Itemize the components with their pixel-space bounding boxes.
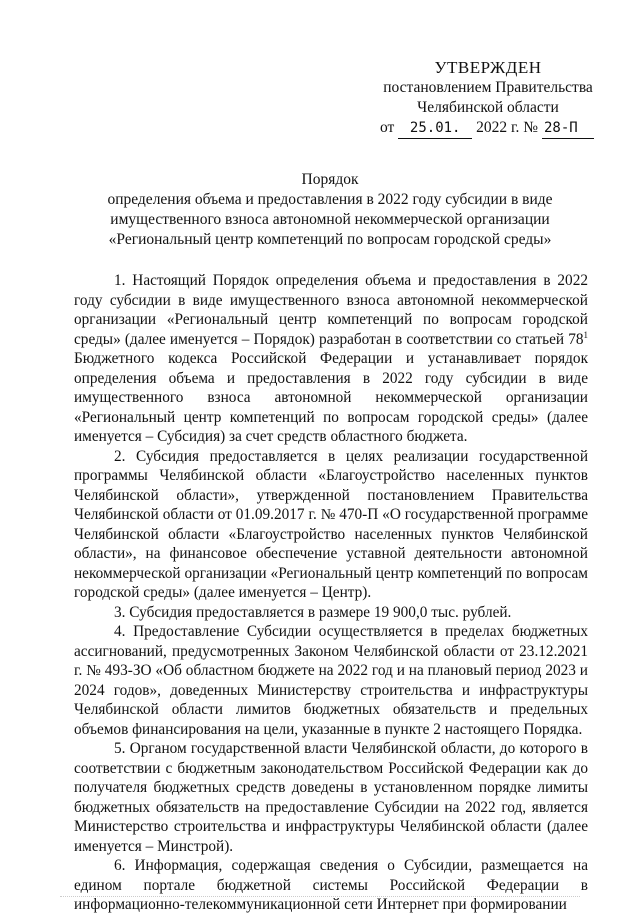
document-body	[74, 271, 588, 915]
paragraph-4: 4. Предоставление Субсидии осуществляется в пределах бюджетных ассигнований, предусмотренных Законом Челябинской области от 23.12.2021 г. № 493-ЗО «Об областном бюджете на 2022 год и на плановый период 2023 и 2024 годов», доведенных Министерству строительства и инфраструктуры Челябинской области лимитов бюджетных обязательств и предельных объемов финансирования на цели, указанные в пункте 2 настоящего Порядка.	[74, 623, 588, 738]
approval-number: 28-П	[542, 118, 594, 139]
paragraph-1-start: 1. Настоящий Порядок определения объема и предоставления в 2022 году субсидии в виде имущественного взноса автономной некоммерческой организации «Региональный центр компетенций по вопросам городской среды» (далее именуется – Порядок) разработан в соответствии со статьей 78	[74, 272, 588, 348]
approval-line-1: постановлением Правительства	[383, 79, 593, 96]
paragraph-2: 2. Субсидия предоставляется в целях реализации государственной программы Челябинской области «Благоустройство населенных пунктов Челябинской области», утвержденной постановлением Правительства Челябинской области от 01.09.2017 г. № 470-П «О государственной программе Челябинской области «Благоустройство населенных пунктов Челябинской области», на финансовое обеспечение уставной деятельности автономной некоммерческой организации «Региональный центр компетенций по вопросам городской среды» (далее именуется – Центр).	[74, 447, 588, 601]
paragraph-1-end: Бюджетного кодекса Российской Федерации и устанавливает порядок определения объема и предоставления в 2022 году субсидии в виде имущественного взноса автономной некоммерческой организации «Региональный центр компетенций по вопросам городской среды» (далее именуется – Субсидия) за счет средств областного бюджета.	[74, 350, 588, 445]
approval-date: 25.01.	[398, 118, 472, 139]
paragraph-5: 5. Органом государственной власти Челябинской области, до которого в соответствии с бюджетным законодательством Российской Федерации как до получателя бюджетных средств доведены в установленном порядке лимиты бюджетных обязательств на предоставление Субсидии на 2022 год, является Министерство строительства и инфраструктуры Челябинской области (далее именуется – Минстрой).	[74, 740, 588, 855]
title-line-1: определения объема и предоставления в 2022 году субсидии в виде	[107, 191, 553, 208]
title-heading: Порядок	[301, 171, 359, 188]
paragraph-6: 6. Информация, содержащая сведения о Субсидии, размещается на едином портале бюджетной системы Российской Федерации в информационно-телекоммуникационной сети Интернет при формировании	[74, 857, 588, 913]
from-label: от	[380, 119, 395, 136]
document-title	[60, 170, 600, 250]
title-line-3: «Региональный центр компетенций по вопросам городской среды»	[108, 231, 552, 248]
approval-line-2: Челябинской области	[417, 99, 559, 116]
article-superscript: 1	[583, 329, 588, 340]
approval-year: 2022 г. №	[476, 119, 539, 136]
approval-heading: УТВЕРЖДЕН	[434, 58, 542, 77]
approval-date-line	[372, 118, 604, 139]
paragraph-3: 3. Субсидия предоставляется в размере 19 900,0 тыс. рублей.	[114, 603, 512, 621]
paragraph-1	[74, 271, 588, 447]
title-line-2: имущественного взноса автономной некоммерческой организации	[110, 211, 550, 228]
approval-stamp	[372, 58, 604, 139]
scan-artifact-line	[60, 896, 580, 899]
